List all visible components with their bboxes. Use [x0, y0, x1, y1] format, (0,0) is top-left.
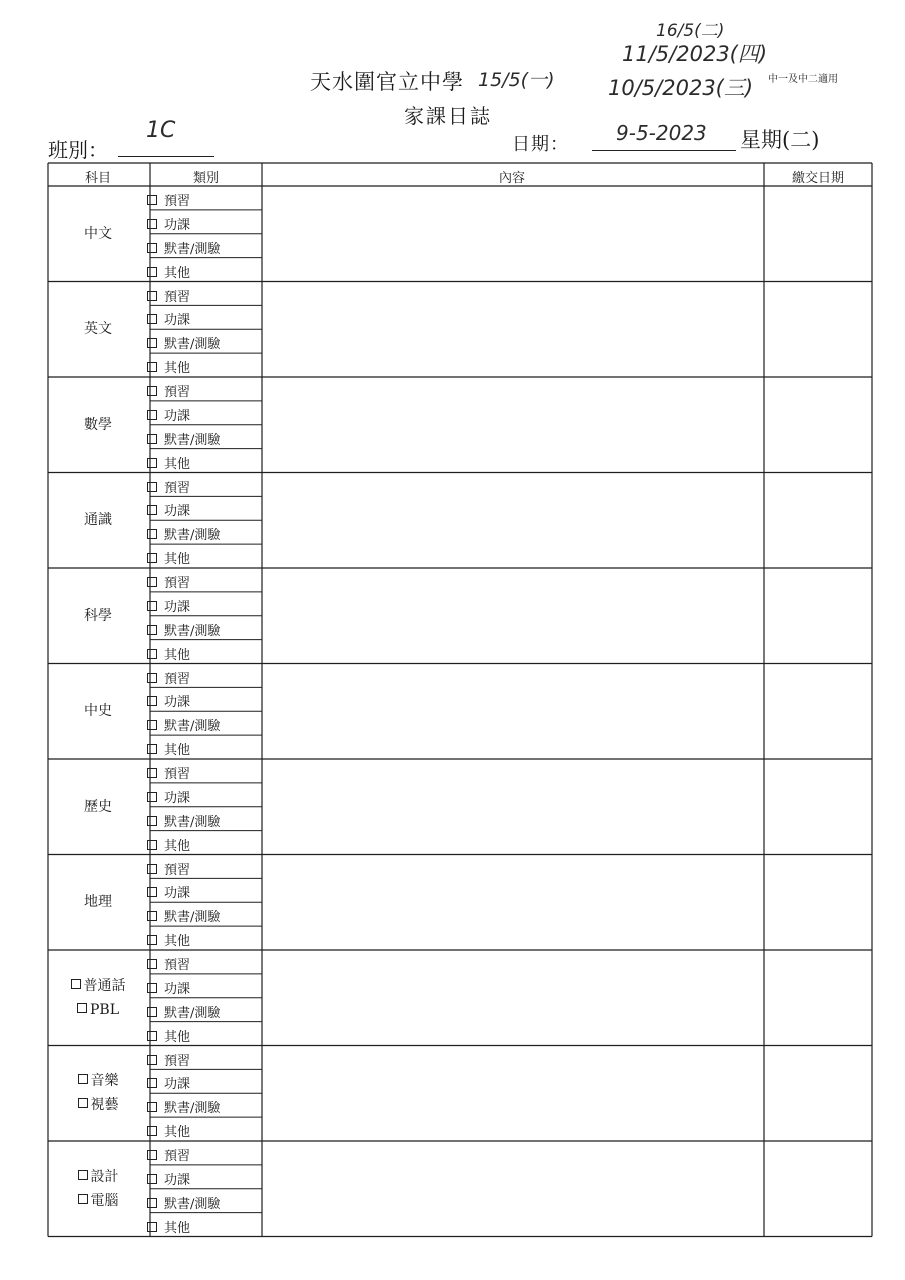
subject-label: 科學 — [84, 607, 112, 624]
category-option[interactable] — [147, 1145, 190, 1164]
category-label: 其他 — [164, 552, 191, 568]
subject-name — [48, 699, 148, 723]
subject-name — [48, 1165, 148, 1189]
category-option[interactable] — [147, 954, 190, 973]
checkbox-icon[interactable] — [147, 816, 157, 826]
category-option[interactable] — [147, 572, 190, 591]
checkbox-icon[interactable] — [147, 195, 157, 205]
subject-label: 英文 — [84, 321, 112, 338]
category-option[interactable] — [147, 500, 190, 519]
col-header-subject: 科目 — [84, 171, 111, 186]
subject-cell — [48, 508, 148, 532]
page-subtitle: 家課日誌 — [404, 104, 492, 128]
checkbox-icon[interactable] — [147, 1078, 157, 1088]
category-option[interactable] — [147, 620, 220, 639]
category-option[interactable] — [147, 1002, 220, 1021]
checkbox-icon[interactable] — [147, 338, 157, 348]
subject-name — [48, 222, 148, 246]
subject-name — [48, 795, 148, 819]
category-label: 默書/測驗 — [164, 719, 221, 735]
category-option[interactable] — [147, 214, 190, 233]
category-label: 其他 — [164, 838, 191, 854]
category-option[interactable] — [147, 859, 190, 878]
category-option[interactable] — [147, 811, 220, 830]
checkbox-icon[interactable] — [147, 720, 157, 730]
category-label: 功課 — [164, 981, 191, 997]
category-label: 其他 — [164, 1125, 191, 1141]
category-label: 功課 — [164, 504, 191, 520]
category-option[interactable] — [147, 286, 190, 305]
category-label: 功課 — [164, 1077, 191, 1093]
date-label: 日期： — [512, 134, 569, 155]
category-label: 預習 — [164, 385, 191, 400]
checkbox-icon[interactable] — [147, 792, 157, 802]
category-label: 默書/測驗 — [164, 432, 221, 448]
subject-name — [48, 1069, 148, 1093]
category-label: 默書/測驗 — [164, 528, 221, 544]
checkbox-icon[interactable] — [78, 1194, 88, 1204]
checkbox-icon[interactable] — [147, 458, 157, 468]
category-option[interactable] — [147, 668, 190, 687]
checkbox-icon[interactable] — [147, 434, 157, 444]
checkbox-icon[interactable] — [147, 840, 157, 850]
checkbox-icon[interactable] — [147, 1126, 157, 1136]
checkbox-icon[interactable] — [71, 979, 81, 989]
applies-note: 中一及中二適用 — [768, 74, 838, 85]
subject-name — [48, 1189, 148, 1213]
subject-cell[interactable] — [48, 1069, 148, 1117]
subject-name — [48, 317, 148, 341]
subject-label: 地理 — [84, 894, 112, 911]
category-option[interactable] — [147, 477, 190, 496]
category-label: 預習 — [164, 289, 191, 305]
category-label: 功課 — [164, 695, 191, 711]
checkbox-icon[interactable] — [147, 959, 157, 969]
subject-name — [48, 974, 148, 998]
subject-name — [48, 890, 148, 914]
category-option[interactable] — [147, 262, 190, 281]
subject-label: 電腦 — [90, 1192, 119, 1209]
category-label: 功課 — [164, 1172, 191, 1188]
category-label: 預習 — [164, 671, 191, 687]
subject-cell — [48, 890, 148, 914]
category-label: 默書/測驗 — [164, 1196, 221, 1212]
checkbox-icon[interactable] — [147, 219, 157, 229]
category-label: 其他 — [164, 265, 191, 281]
category-label: 默書/測驗 — [164, 1005, 221, 1021]
category-option[interactable] — [147, 1169, 190, 1188]
subject-label: 歷史 — [84, 798, 112, 815]
subject-name — [48, 998, 148, 1022]
checkbox-icon[interactable] — [147, 1055, 157, 1065]
category-option[interactable] — [147, 644, 190, 663]
category-label: 默書/測驗 — [164, 337, 221, 353]
category-label: 預習 — [164, 1149, 191, 1164]
class-label: 班別： — [48, 138, 108, 162]
category-label: 默書/測驗 — [164, 241, 221, 257]
subject-cell — [48, 222, 148, 246]
category-option[interactable] — [147, 835, 190, 854]
checkbox-icon[interactable] — [147, 362, 157, 372]
category-label: 默書/測驗 — [164, 910, 221, 926]
category-label: 預習 — [164, 1053, 191, 1069]
category-label: 功課 — [164, 790, 191, 806]
category-option[interactable] — [147, 787, 190, 806]
category-option[interactable] — [147, 405, 190, 424]
category-option[interactable] — [147, 1217, 190, 1236]
category-option[interactable] — [147, 1097, 220, 1116]
category-label: 預習 — [164, 480, 191, 496]
category-option[interactable] — [147, 429, 220, 448]
category-label: 默書/測驗 — [164, 1101, 221, 1117]
category-label: 其他 — [164, 361, 191, 377]
checkbox-icon[interactable] — [147, 673, 157, 683]
subject-cell — [48, 699, 148, 723]
category-option[interactable] — [147, 1050, 190, 1069]
subject-cell — [48, 604, 148, 628]
checkbox-icon[interactable] — [147, 529, 157, 539]
checkbox-icon[interactable] — [147, 935, 157, 945]
checkbox-icon[interactable] — [147, 1102, 157, 1112]
category-label: 其他 — [164, 456, 191, 472]
school-title: 天水圍官立中學 — [310, 70, 464, 94]
subject-label: 通識 — [84, 512, 112, 529]
category-label: 預習 — [164, 576, 191, 591]
checkbox-icon[interactable] — [147, 696, 157, 706]
category-option[interactable] — [147, 882, 190, 901]
checkbox-icon[interactable] — [147, 1222, 157, 1232]
subject-label: 普通話 — [83, 977, 126, 994]
checkbox-icon[interactable] — [147, 744, 157, 754]
category-option[interactable] — [147, 596, 190, 615]
checkbox-icon[interactable] — [147, 887, 157, 897]
category-label: 默書/測驗 — [164, 814, 221, 830]
category-label: 功課 — [164, 408, 191, 424]
handwritten-date-1: 16/5(二) — [656, 21, 725, 41]
category-label: 其他 — [164, 1029, 191, 1045]
checkbox-icon[interactable] — [147, 410, 157, 420]
checkbox-icon[interactable] — [78, 1074, 88, 1084]
category-label: 其他 — [164, 743, 191, 759]
subject-cell[interactable] — [48, 1165, 148, 1213]
checkbox-icon[interactable] — [147, 911, 157, 921]
category-option[interactable] — [147, 357, 190, 376]
category-option[interactable] — [147, 978, 190, 997]
checkbox-icon[interactable] — [147, 1150, 157, 1160]
category-option[interactable] — [147, 381, 190, 400]
handwritten-date-3: 10/5/2023(三) — [608, 76, 754, 100]
category-option[interactable] — [147, 930, 190, 949]
subject-label: 中文 — [84, 225, 112, 242]
weekday-label: 星期(二) — [740, 128, 820, 152]
checkbox-icon[interactable] — [147, 649, 157, 659]
checkbox-icon[interactable] — [147, 314, 157, 324]
category-option[interactable] — [147, 715, 220, 734]
subject-label: 設計 — [90, 1168, 119, 1185]
category-option[interactable] — [147, 333, 220, 352]
category-option[interactable] — [147, 1193, 220, 1212]
category-label: 默書/測驗 — [164, 623, 221, 639]
checkbox-icon[interactable] — [147, 267, 157, 277]
checkbox-icon[interactable] — [77, 1003, 87, 1013]
category-option[interactable] — [147, 763, 190, 782]
category-label: 功課 — [164, 599, 191, 615]
subject-label: 音樂 — [90, 1073, 119, 1090]
category-label: 功課 — [164, 886, 191, 902]
col-header-category: 類別 — [192, 171, 219, 186]
subject-label: 中史 — [84, 703, 112, 720]
subject-cell — [48, 413, 148, 437]
checkbox-icon[interactable] — [147, 768, 157, 778]
subject-name — [48, 508, 148, 532]
category-option[interactable] — [147, 238, 220, 257]
category-option[interactable] — [147, 906, 220, 925]
subject-name — [48, 413, 148, 437]
checkbox-icon[interactable] — [147, 482, 157, 492]
checkbox-icon[interactable] — [147, 243, 157, 253]
checkbox-icon[interactable] — [147, 625, 157, 635]
category-option[interactable] — [147, 739, 190, 758]
checkbox-icon[interactable] — [147, 601, 157, 611]
category-label: 功課 — [164, 313, 191, 329]
category-option[interactable] — [147, 1026, 190, 1045]
subject-name — [48, 1093, 148, 1117]
category-option[interactable] — [147, 524, 220, 543]
checkbox-icon[interactable] — [78, 1170, 88, 1180]
subject-label: PBL — [89, 1001, 119, 1018]
col-header-content: 內容 — [498, 171, 525, 186]
checkbox-icon[interactable] — [147, 1174, 157, 1184]
checkbox-icon[interactable] — [147, 1198, 157, 1208]
handwritten-title-date: 15/5(一) — [478, 69, 555, 91]
subject-label: 視藝 — [90, 1097, 119, 1114]
subject-cell[interactable] — [48, 974, 148, 1022]
subject-name — [48, 604, 148, 628]
checkbox-icon[interactable] — [147, 983, 157, 993]
category-label: 其他 — [164, 934, 191, 950]
category-option[interactable] — [147, 1073, 190, 1092]
subject-cell — [48, 795, 148, 819]
checkbox-icon[interactable] — [147, 864, 157, 874]
category-label: 預習 — [164, 862, 191, 878]
category-label: 其他 — [164, 1220, 191, 1236]
checkbox-icon[interactable] — [147, 1031, 157, 1041]
col-header-due-date: 繳交日期 — [791, 171, 844, 186]
class-field[interactable]: 1C — [146, 118, 176, 143]
category-label: 預習 — [164, 958, 191, 973]
category-option[interactable] — [147, 190, 190, 209]
checkbox-icon[interactable] — [147, 505, 157, 515]
category-option[interactable] — [147, 1121, 190, 1140]
checkbox-icon[interactable] — [147, 1007, 157, 1017]
category-label: 預習 — [164, 767, 191, 782]
category-option[interactable] — [147, 309, 190, 328]
date-field[interactable]: 9-5-2023 — [616, 121, 707, 145]
checkbox-icon[interactable] — [147, 386, 157, 396]
category-label: 其他 — [164, 647, 191, 663]
category-option[interactable] — [147, 548, 190, 567]
checkbox-icon[interactable] — [147, 553, 157, 563]
subject-cell — [48, 317, 148, 341]
handwritten-date-2: 11/5/2023(四) — [622, 42, 768, 66]
checkbox-icon[interactable] — [78, 1098, 88, 1108]
checkbox-icon[interactable] — [147, 291, 157, 301]
checkbox-icon[interactable] — [147, 577, 157, 587]
category-label: 預習 — [164, 194, 191, 209]
subject-label: 數學 — [84, 416, 112, 433]
category-option[interactable] — [147, 453, 190, 472]
category-option[interactable] — [147, 691, 190, 710]
category-label: 功課 — [164, 217, 191, 233]
